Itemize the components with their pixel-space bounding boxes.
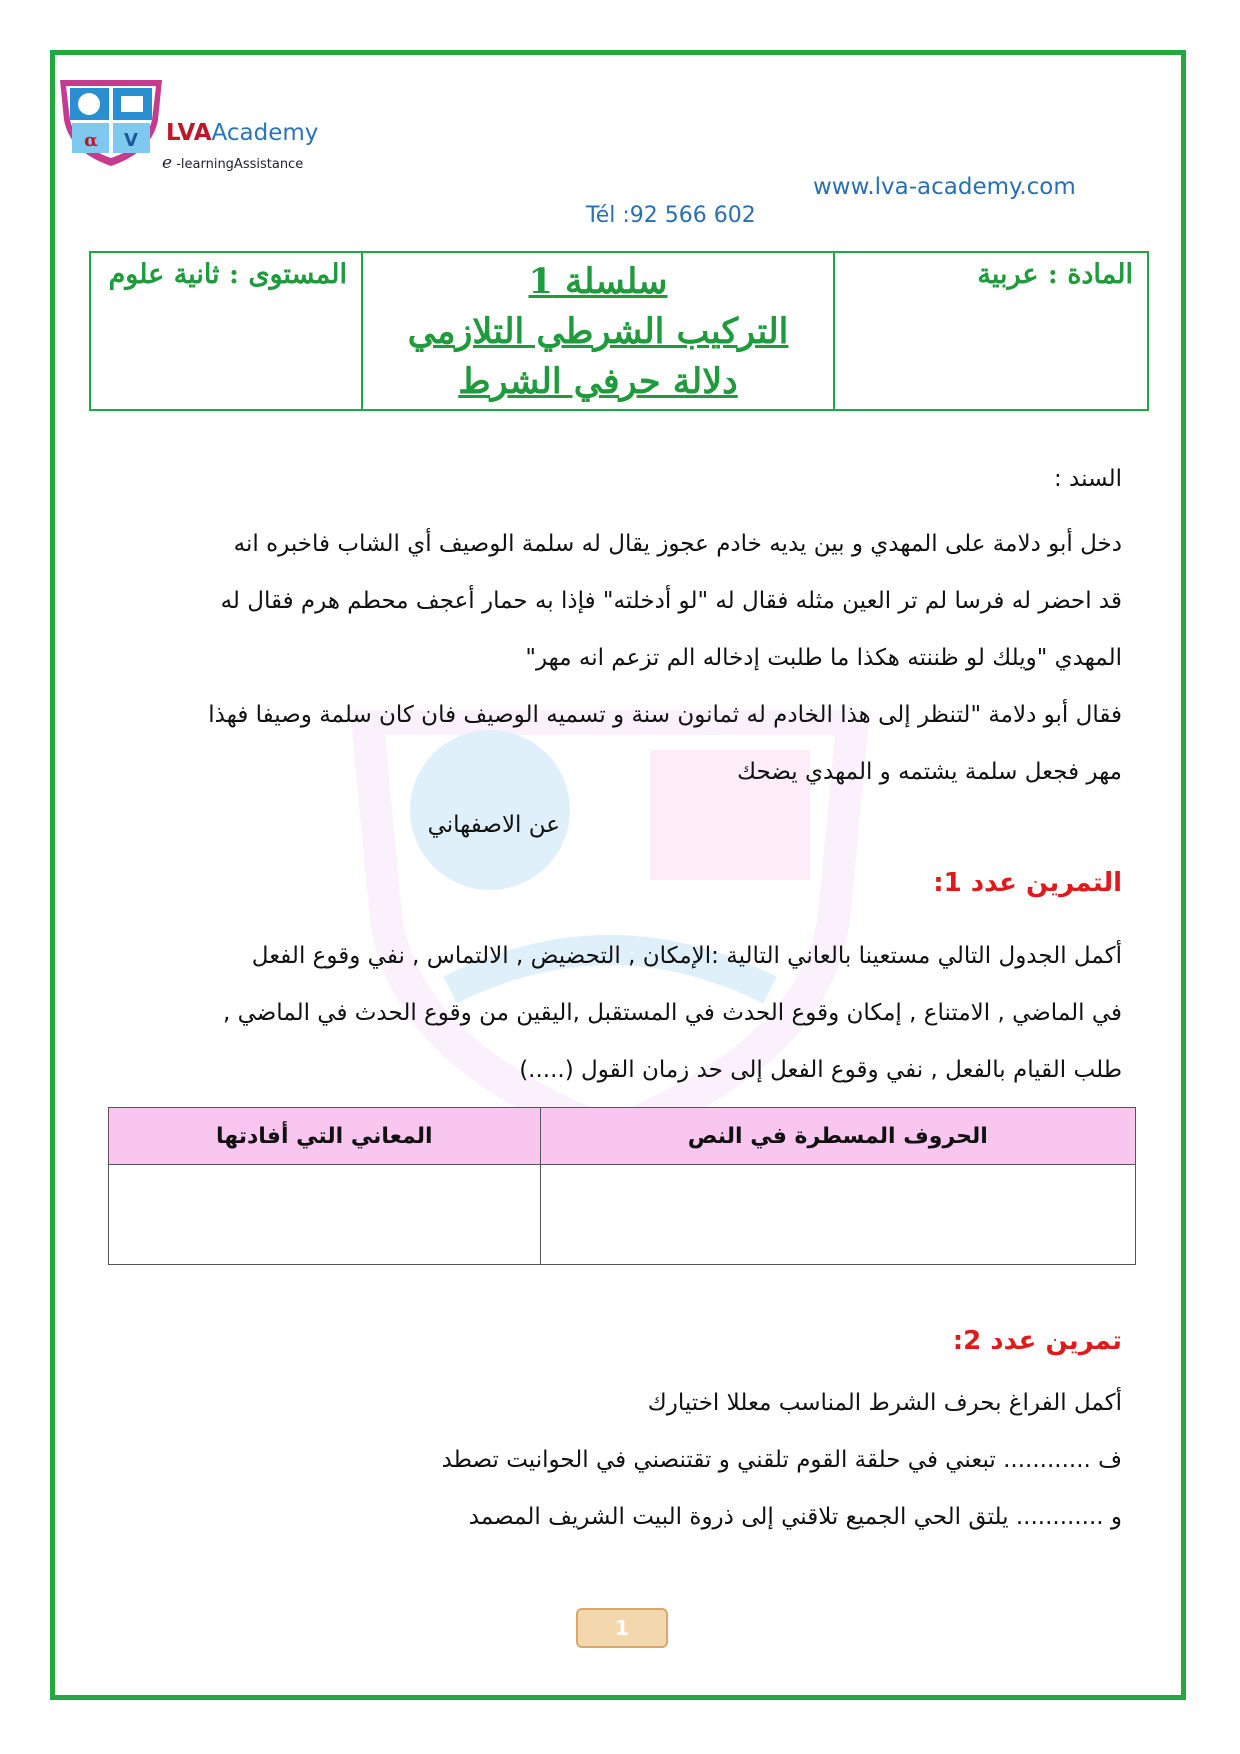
topic-title-line1: التركيب الشرطي التلازمي: [407, 311, 789, 352]
instruction-line: طلب القيام بالفعل , نفي وقوع الفعل إلى حد زمان القول (.....): [519, 1057, 1122, 1083]
exercise2-title: تمرين عدد 2:: [952, 1326, 1122, 1356]
answer-cell-meanings[interactable]: [109, 1165, 541, 1265]
header-table: [89, 251, 1149, 411]
brand-tagline: e -learningAssistance: [162, 153, 304, 173]
instruction-line: أكمل الجدول التالي مستعينا بالعاني التالية :الإمكان , التحضيض , الالتماس , نفي وقوع الفعل: [251, 943, 1122, 969]
svg-text:V: V: [124, 130, 138, 151]
text-label: السند :: [1054, 466, 1122, 492]
exercise2-line2: و ............ يلتق الحي الجميع تلاقني إلى ذروة البيت الشريف المصمد: [468, 1504, 1122, 1530]
subject-cell: المادة : عربية: [834, 252, 1148, 410]
exercise1-instructions: [223, 928, 1122, 1099]
text-source: عن الاصفهاني: [427, 812, 560, 838]
exercise2-line1: ف ............ تبعني في حلقة القوم تلقني و تقتنصني في الحوانيت تصطد: [441, 1447, 1122, 1473]
exercise1-title: التمرين عدد 1:: [933, 868, 1122, 898]
series-title: سلسلة 1: [528, 261, 668, 302]
table-header-letters: الحروف المسطرة في النص: [540, 1108, 1135, 1165]
instruction-line: في الماضي , الامتناع , إمكان وقوع الحدث في المستقبل ,اليقين من وقوع الحدث في الماضي ,: [222, 1000, 1122, 1026]
brand-name: LVAAcademy: [166, 120, 319, 146]
exercise2-instruction: أكمل الفراغ بحرف الشرط المناسب معللا اختيارك: [647, 1390, 1122, 1416]
passage-line: قد احضر له فرسا لم تر العين مثله فقال له "لو أدخلته" فإذا به حمار أعجف محطم هرم فقال له: [220, 588, 1122, 614]
passage-line: فقال أبو دلامة "لتنظر إلى هذا الخادم له ثمانون سنة و تسميه الوصيف فان كان سلمة وصيفا فهذا: [208, 702, 1122, 728]
answer-cell-letters[interactable]: [540, 1165, 1135, 1265]
passage-line: المهدي "ويلك لو ظننته هكذا ما طلبت إدخاله الم تزعم انه مهر": [525, 645, 1122, 671]
page-number: 1: [576, 1608, 668, 1648]
svg-text:α: α: [84, 130, 98, 151]
website-link[interactable]: www.lva-academy.com: [813, 174, 1076, 200]
lva-academy-logo-icon: [58, 78, 164, 168]
title-cell: [362, 252, 834, 410]
phone-number: Tél :92 566 602: [586, 203, 756, 228]
level-cell: المستوى : ثانية علوم: [90, 252, 362, 410]
text-passage: [208, 516, 1122, 801]
topic-title-line2: دلالة حرفي الشرط: [458, 361, 738, 402]
passage-line: دخل أبو دلامة على المهدي و بين يديه خادم عجوز يقال له سلمة الوصيف أي الشاب فاخبره انه: [233, 531, 1122, 557]
passage-line: مهر فجعل سلمة يشتمه و المهدي يضحك: [737, 759, 1122, 785]
answers-table: [108, 1107, 1136, 1265]
table-header-meanings: المعاني التي أفادتها: [109, 1108, 541, 1165]
